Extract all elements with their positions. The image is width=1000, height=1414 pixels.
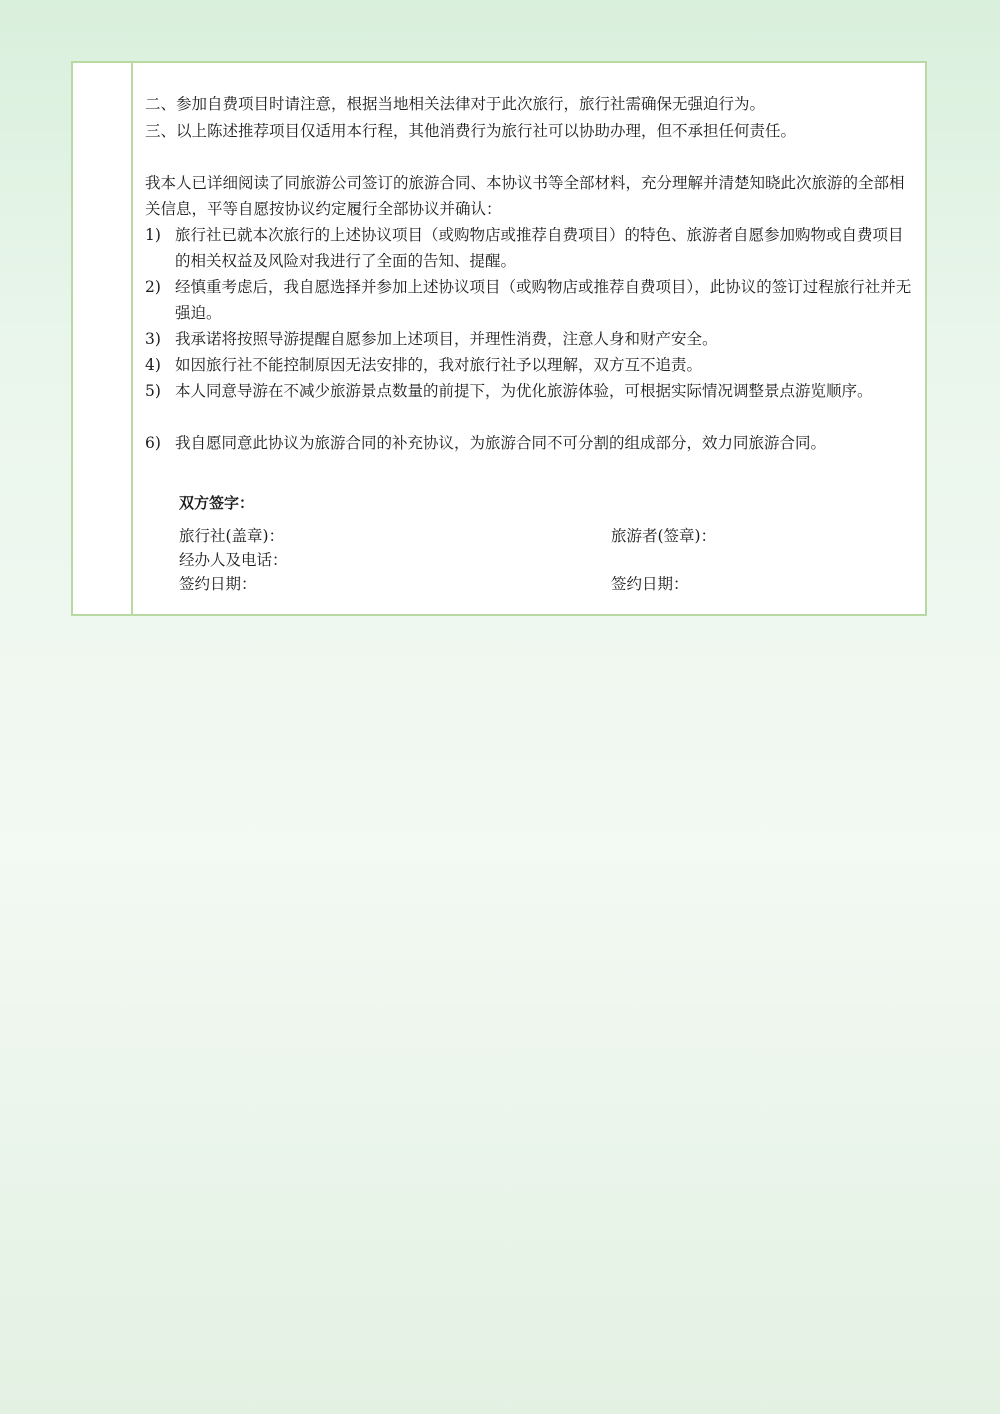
item-text: 旅行社已就本次旅行的上述协议项目（或购物店或推荐自费项目）的特色、旅游者自愿参加购物或自费项目的相关权益及风险对我进行了全面的告知、提醒。 bbox=[175, 226, 904, 270]
item-text: 经慎重考虑后，我自愿选择并参加上述协议项目（或购物店或推荐自费项目），此协议的签订过程旅行社并无强迫。 bbox=[175, 278, 912, 322]
item-text: 本人同意导游在不减少旅游景点数量的前提下，为优化旅游体验，可根据实际情况调整景点游览顺序。 bbox=[175, 382, 873, 400]
confirmation-item-5 bbox=[145, 378, 917, 404]
confirmation-item-2 bbox=[145, 274, 917, 326]
clause-three: 三、以上陈述推荐项目仅适用本行程，其他消费行为旅行社可以协助办理，但不承担任何责任。 bbox=[145, 122, 797, 140]
confirmation-item-3 bbox=[145, 326, 917, 352]
agency-seal-label: 旅行社(盖章)： bbox=[179, 527, 285, 545]
agency-date-label: 签约日期： bbox=[179, 575, 257, 593]
signature-title: 双方签字： bbox=[179, 494, 255, 512]
tourist-date-label: 签约日期： bbox=[611, 575, 689, 593]
item-number: 3) bbox=[145, 330, 161, 348]
confirmation-item-4 bbox=[145, 352, 917, 378]
agent-phone-label: 经办人及电话： bbox=[179, 551, 288, 569]
agreement-table bbox=[71, 61, 927, 616]
item-number: 4) bbox=[145, 356, 161, 374]
item-text: 我自愿同意此协议为旅游合同的补充协议，为旅游合同不可分割的组成部分，效力同旅游合同。 bbox=[175, 434, 827, 452]
item-text: 我承诺将按照导游提醒自愿参加上述项目，并理性消费，注意人身和财产安全。 bbox=[175, 330, 718, 348]
item-number: 2) bbox=[145, 278, 161, 296]
tourist-seal-label: 旅游者(签章)： bbox=[611, 527, 717, 545]
item-number: 6) bbox=[145, 434, 161, 452]
clause-two: 二、参加自费项目时请注意，根据当地相关法律对于此次旅行，旅行社需确保无强迫行为。 bbox=[145, 95, 766, 113]
item-text: 如因旅行社不能控制原因无法安排的，我对旅行社予以理解，双方互不追责。 bbox=[175, 356, 703, 374]
table-left-column bbox=[73, 63, 133, 614]
confirmation-intro: 我本人已详细阅读了同旅游公司签订的旅游合同、本协议书等全部材料，充分理解并清楚知晓此次旅游的全部相关信息，平等自愿按协议约定履行全部协议并确认： bbox=[145, 174, 905, 218]
item-number: 5) bbox=[145, 382, 161, 400]
confirmation-item-6 bbox=[145, 430, 917, 456]
confirmation-item-1 bbox=[145, 222, 917, 274]
item-number: 1) bbox=[145, 226, 161, 244]
